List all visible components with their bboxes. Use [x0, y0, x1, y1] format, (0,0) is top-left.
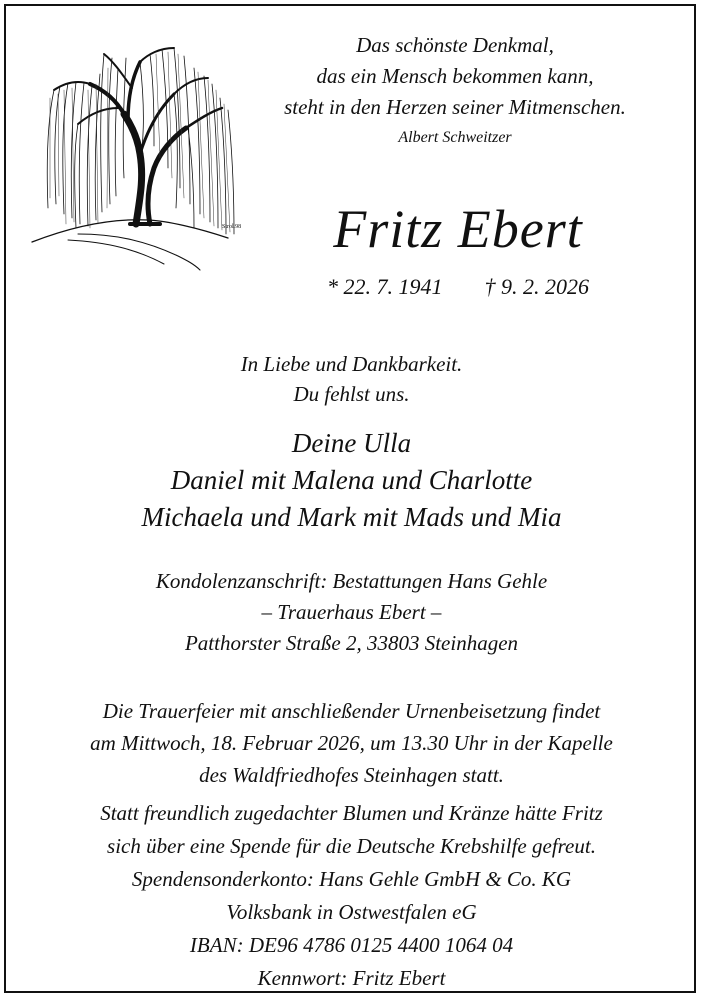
ceremony-line: Die Trauerfeier mit anschließender Urnenbeisetzung findet — [102, 699, 601, 723]
family-line: Michaela und Mark mit Mads und Mia — [141, 502, 562, 532]
donation-line: sich über eine Spende für die Deutsche Krebshilfe gefreut. — [107, 834, 596, 858]
quote-author: Albert Schweitzer — [398, 129, 512, 146]
ceremony-line: des Waldfriedhofes Steinhagen statt. — [199, 763, 504, 787]
deceased-name: Fritz Ebert — [333, 199, 583, 259]
donation-block — [0, 797, 703, 995]
donation-line: Spendensonderkonto: Hans Gehle GmbH & Co. KG — [131, 867, 572, 891]
quote-line: das ein Mensch bekommen kann, — [316, 64, 594, 88]
condolence-line: – Trauerhaus Ebert – — [261, 600, 442, 624]
condolence-line: Patthorster Straße 2, 33803 Steinhagen — [184, 631, 519, 655]
weeping-willow-illustration — [28, 28, 250, 274]
quote-block — [240, 30, 670, 149]
donation-line: Kennwort: Fritz Ebert — [257, 966, 446, 990]
quote-line: Das schönste Denkmal, — [356, 33, 554, 57]
tree-signature: Strol.98 — [222, 224, 242, 230]
family-block — [0, 425, 703, 536]
donation-line: IBAN: DE96 4786 0125 4400 1064 04 — [189, 933, 514, 957]
condolence-line: Kondolenzanschrift: Bestattungen Hans Gehle — [155, 569, 548, 593]
family-line: Daniel mit Malena und Charlotte — [170, 465, 533, 495]
dedication-block — [0, 349, 703, 409]
death-date: † 9. 2. 2026 — [484, 274, 589, 299]
dedication-line: In Liebe und Dankbarkeit. — [240, 352, 463, 376]
ceremony-block — [0, 695, 703, 791]
donation-line: Statt freundlich zugedachter Blumen und Kränze hätte Fritz — [100, 801, 603, 825]
donation-line: Volksbank in Ostwestfalen eG — [226, 900, 477, 924]
condolence-address-block — [0, 566, 703, 659]
birth-date: * 22. 7. 1941 — [327, 274, 443, 299]
life-dates — [258, 272, 658, 302]
family-line: Deine Ulla — [291, 428, 412, 458]
quote-line: steht in den Herzen seiner Mitmenschen. — [284, 95, 626, 119]
dedication-line: Du fehlst uns. — [293, 382, 410, 406]
ceremony-line: am Mittwoch, 18. Februar 2026, um 13.30 Uhr in der Kapelle — [90, 731, 613, 755]
